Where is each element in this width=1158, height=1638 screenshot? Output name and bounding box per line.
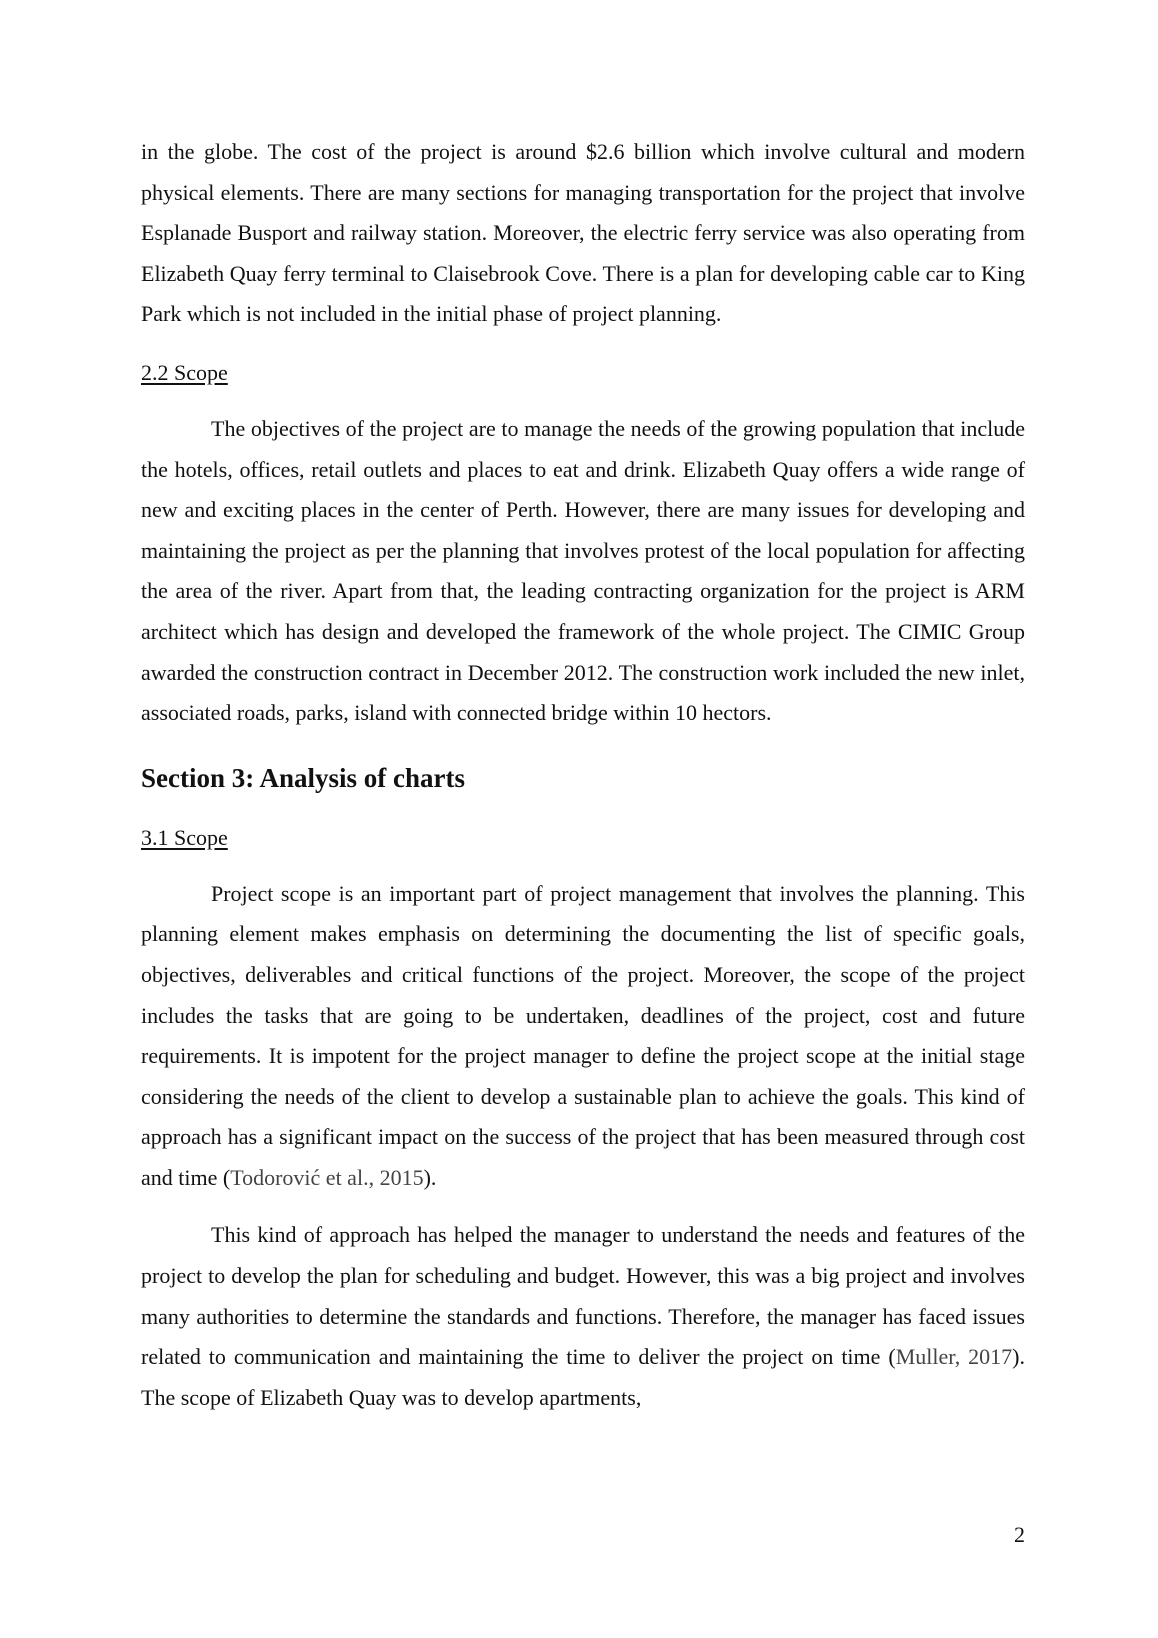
approach-paragraph — [141, 1215, 1025, 1418]
scope-3-1-end: ). — [423, 1164, 437, 1190]
page-number: 2 — [1014, 1522, 1025, 1547]
scope-3-1-text: Project scope is an important part of project management that involves the planning. This planning element makes emphasis on determining the documenting the list of specific goals, objectives, deliverables and critical functions of the project. Moreover, the scope of the project includes the tasks that are going to be undertaken, deadlines of the project, cost and future requirements. It is impotent for the project manager to define the project scope at the initial stage considering the needs of the client to develop a sustainable plan to achieve the goals. This kind of approach has a significant impact on the success of the project that has been measured through cost and time ( — [141, 880, 1025, 1190]
approach-text: This kind of approach has helped the manager to understand the needs and features of the project to develop the plan for scheduling and budget. However, this was a big project and involves many authorities to determine the standards and functions. Therefore, the manager has faced issues related to communication and maintaining the time to deliver the project on time ( — [141, 1222, 1025, 1370]
intro-paragraph: in the globe. The cost of the project is around $2.6 billion which involve cultural and modern physical elements. There are many sections for managing transportation for the project that involve Esplanade Busport and railway station. Moreover, the electric ferry service was also operating from Elizabeth Quay ferry terminal to Claisebrook Cove. There is a plan for developing cable car to King Park which is not included in the initial phase of project planning. — [141, 139, 1025, 327]
document-page — [141, 132, 1025, 1418]
citation-muller: Muller, 2017 — [895, 1344, 1013, 1370]
subheading-2-2-scope: 2.2 Scope — [141, 359, 228, 385]
subheading-3-1-scope: 3.1 Scope — [141, 824, 228, 850]
section-3-heading: Section 3: Analysis of charts — [141, 762, 465, 793]
citation-todorovic: Todorović et al., 2015 — [230, 1164, 424, 1190]
approach-end: ). The scope of Elizabeth Quay was to develop apartments, — [141, 1344, 1025, 1410]
scope-2-2-paragraph: The objectives of the project are to manage the needs of the growing population that include the hotels, offices, retail outlets and places to eat and drink. Elizabeth Quay offers a wide range of new and exciting places in the center of Perth. However, there are many issues for developing and maintaining the project as per the planning that involves protest of the local population for affecting the area of the river. Apart from that, the leading contracting organization for the project is ARM architect which has design and developed the framework of the whole project. The CIMIC Group awarded the construction contract in December 2012. The construction work included the new inlet, associated roads, parks, island with connected bridge within 10 hectors. — [141, 415, 1025, 726]
scope-3-1-paragraph — [141, 874, 1025, 1199]
